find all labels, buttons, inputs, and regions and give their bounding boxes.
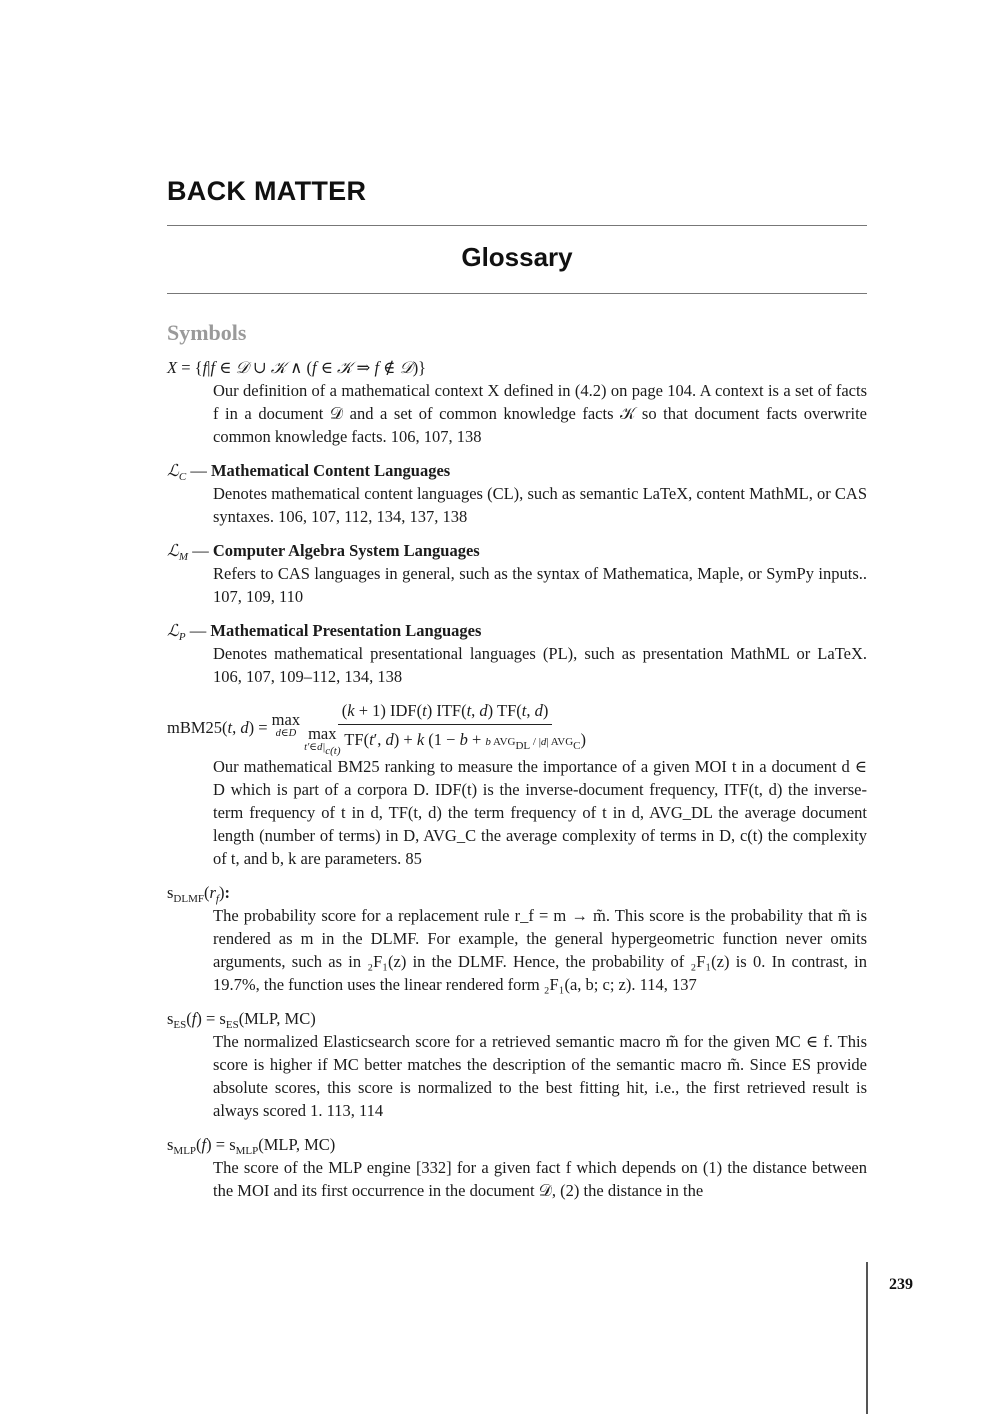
glossary-entry-ses [167, 1007, 867, 1122]
entry-description: Our mathematical BM25 ranking to measure the importance of a given MOI t in a document d ∈ D which is part of a corpora D. IDF(t) is the inverse-document frequency, ITF(t, d) the inverse-term frequency of t in d, TF(t, d) the term frequency of t in d, AVG_DL the average document length (number of terms) in D, AVG_C the average complexity of terms in D, c(t) the complexity of t, and b, k are parameters. 85 [213, 757, 867, 868]
glossary-entry-sdlmf [167, 881, 867, 996]
page [167, 0, 867, 1414]
entry-head: X = {f|f ∈ 𝒟 ∪ 𝒦 ∧ (f ∈ 𝒦 ⇒ f ∉ 𝒟)} [167, 358, 427, 377]
mbm25-formula: mBM25(t, d) = max d∈D (k + 1) IDF(t) ITF(t, d) TF(t, d) max $t'\in d|_{c(t)}$ TF(t′, d) + k (1 − b + b $AVG_{DL} / |d|$ $AVG_C$) [167, 701, 587, 757]
entry-head: ℒ$_M$ — Computer Algebra System Languages [167, 541, 480, 563]
entry-head: ℒ$_C$ — Mathematical Content Languages [167, 461, 451, 483]
entry-description: Denotes mathematical presentational languages (PL), such as presentation MathML or LaTeX. 106, 107, 109–112, 134, 138 [213, 644, 867, 686]
glossary-entries [167, 356, 867, 1213]
page-number: 239 [889, 1276, 913, 1293]
glossary-entry-lm [167, 539, 867, 608]
entry-head: $s_{ES}(f) = s_{ES}(MLP$, MC) [167, 1009, 316, 1031]
section-title: Symbols [167, 320, 247, 345]
glossary-entry-mbm25 [167, 699, 867, 870]
entry-description: Denotes mathematical content languages (CL), such as semantic LaTeX, content MathML, or CAS syntaxes. 106, 107, 112, 134, 137, 138 [213, 484, 867, 526]
entry-description: Our definition of a mathematical context X defined in (4.2) on page 104. A context is a set of facts f in a document 𝒟 and a set of common knowledge facts 𝒦 so that document facts overwrite common knowledge facts. 106, 107, 138 [213, 381, 867, 446]
glossary-entry-lc [167, 459, 867, 528]
chapter-title: Glossary [461, 242, 573, 272]
entry-title: Mathematical Presentation Languages [210, 621, 482, 640]
entry-head: $s_{DLMF}(r_f)$: [167, 883, 230, 905]
glossary-entry-lp [167, 619, 867, 688]
entry-description: The probability score for a replacement rule r_f = m → m̃. This score is the probability that m̃ is rendered as m in the DLMF. For example, the general hypergeometric function never omits arguments, such as in ₂F₁(z) in the DLMF. Hence, the probability of ₂F₁(z) is 0. In contrast, in 19.7%, the function uses the linear rendered form ₂F₁(a, b; c; z). 114, 137 [213, 906, 867, 994]
entry-head: $s_{MLP}(f) = s_{MLP}(MLP$, MC) [167, 1135, 336, 1157]
glossary-entry-smlp [167, 1133, 867, 1202]
entry-title: Computer Algebra System Languages [212, 541, 480, 560]
entry-description: The score of the MLP engine [332] for a given fact f which depends on (1) the distance between the MOI and its first occurrence in the document 𝒟, (2) the distance in the [213, 1158, 867, 1200]
footer-rule [866, 1262, 868, 1414]
glossary-entry-context [167, 356, 867, 448]
bottom-rule [167, 293, 867, 294]
entry-description: The normalized Elasticsearch score for a retrieved semantic macro m̃ for the given MC ∈ f. This score is higher if MC better matches the description of the semantic macro m̃. Since ES provide absolute scores, this score is normalized to the best fitting hit, i.e., the first retrieved result is always scored 1. 113, 114 [213, 1032, 867, 1120]
entry-description: Refers to CAS languages in general, such as the syntax of Mathematica, Maple, or SymPy inputs.. 107, 109, 110 [213, 564, 867, 606]
part-title: BACK MATTER [167, 176, 367, 206]
top-rule [167, 225, 867, 226]
entry-title: Mathematical Content Languages [210, 461, 451, 480]
entry-head: ℒ$_P$ — Mathematical Presentation Languages [167, 621, 482, 643]
